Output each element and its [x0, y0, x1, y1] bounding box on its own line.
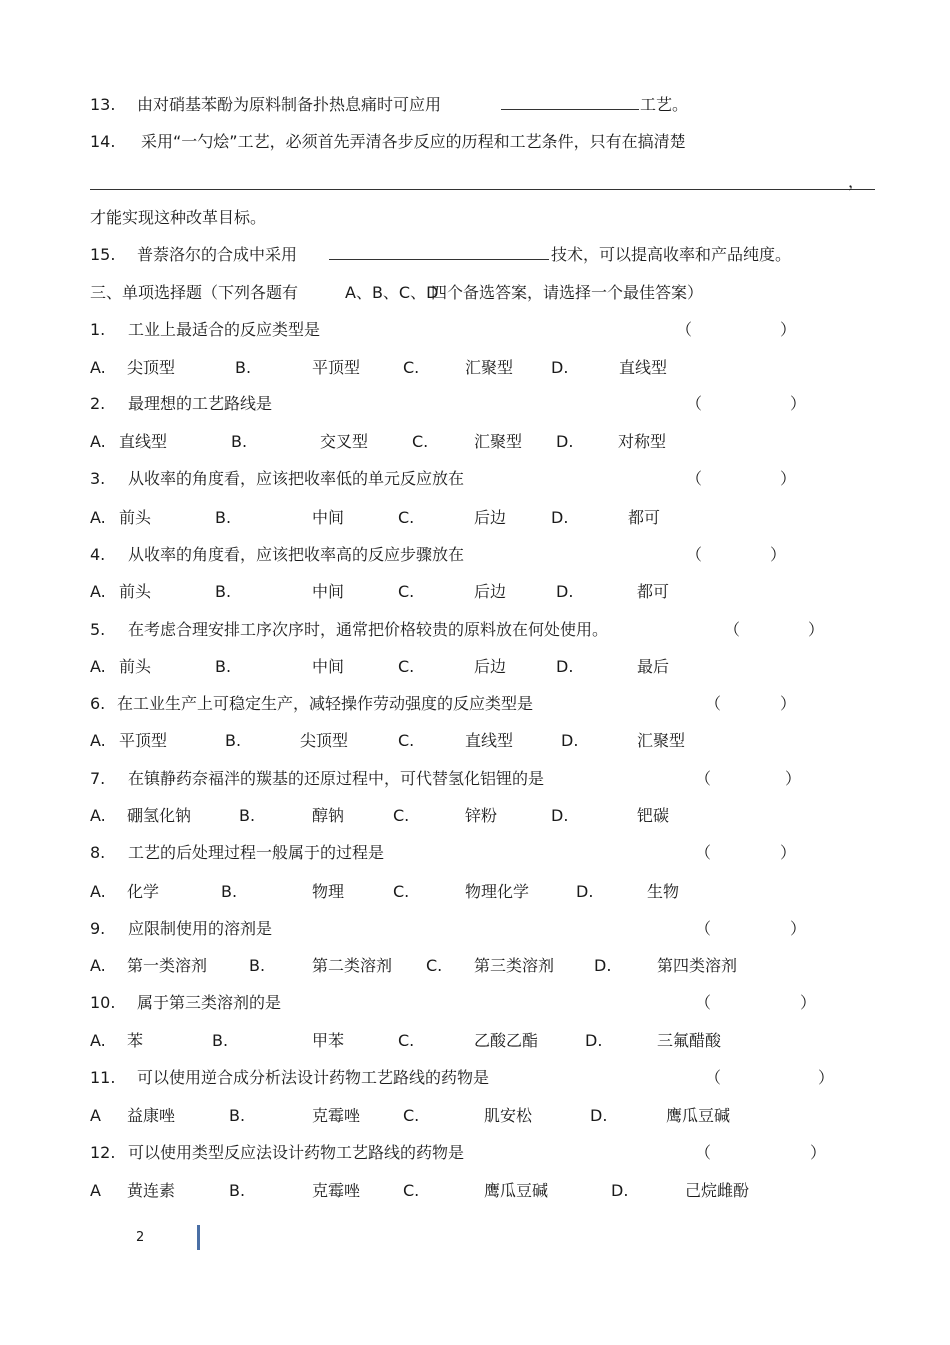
- answer-paren-open: （: [686, 545, 703, 564]
- option-label: C.: [398, 582, 415, 601]
- question-suffix: 技术，可以提高收率和产品纯度。: [551, 245, 792, 264]
- option-text: 前头: [119, 657, 152, 676]
- option-label: C.: [398, 657, 415, 676]
- option-text: 汇聚型: [637, 731, 686, 750]
- option-label: A.: [90, 882, 106, 901]
- question-number: 10.: [90, 993, 116, 1012]
- answer-paren-close: ）: [785, 769, 802, 788]
- question-number: 1.: [90, 320, 106, 339]
- question-number: 3.: [90, 469, 106, 488]
- section-title-end: 四个备选答案，请选择一个最佳答案）: [431, 283, 704, 302]
- option-label: B.: [231, 432, 248, 451]
- question-number: 6.: [90, 694, 106, 713]
- option-label: D.: [611, 1181, 629, 1200]
- question-number: 12.: [90, 1143, 116, 1162]
- option-text: 直线型: [465, 731, 514, 750]
- answer-paren-close: ）: [780, 694, 797, 713]
- option-label: C.: [393, 806, 410, 825]
- option-label: B.: [221, 882, 238, 901]
- option-label: A.: [90, 731, 106, 750]
- option-text: 第二类溶剂: [312, 956, 393, 975]
- question-text: 在镇静药奈福泮的羰基的还原过程中，可代替氢化铝锂的是: [128, 769, 545, 788]
- option-text: 第一类溶剂: [127, 956, 208, 975]
- option-label: C.: [393, 882, 410, 901]
- option-text: 平顶型: [119, 731, 168, 750]
- answer-paren-open: （: [676, 320, 693, 339]
- answer-paren-open: （: [705, 694, 722, 713]
- option-text: 前头: [119, 508, 152, 527]
- option-label: A: [90, 1181, 101, 1200]
- option-label: D.: [590, 1106, 608, 1125]
- question-number: 5.: [90, 620, 106, 639]
- option-label: B.: [215, 657, 232, 676]
- option-label: B.: [249, 956, 266, 975]
- answer-paren-close: ）: [780, 469, 797, 488]
- question-text: 属于第三类溶剂的是: [137, 993, 282, 1012]
- option-label: C.: [403, 358, 420, 377]
- option-text: 后边: [474, 508, 507, 527]
- option-text: 第四类溶剂: [657, 956, 738, 975]
- option-text: 甲苯: [312, 1031, 345, 1050]
- option-text: 平顶型: [312, 358, 361, 377]
- option-label: D.: [551, 508, 569, 527]
- option-label: D.: [594, 956, 612, 975]
- option-label: D.: [585, 1031, 603, 1050]
- option-label: B.: [215, 582, 232, 601]
- option-text: 锌粉: [465, 806, 498, 825]
- option-text: 醇钠: [312, 806, 345, 825]
- question-text: 在工业生产上可稳定生产，减轻操作劳动强度的反应类型是: [117, 694, 534, 713]
- option-text: 克霉唑: [312, 1106, 361, 1125]
- option-text: 己烷雌酚: [685, 1181, 750, 1200]
- option-label: D.: [561, 731, 579, 750]
- option-label: A.: [90, 508, 106, 527]
- option-label: B.: [235, 358, 252, 377]
- question-text: 可以使用逆合成分析法设计药物工艺路线的药物是: [137, 1068, 490, 1087]
- option-text: 益康唑: [127, 1106, 176, 1125]
- answer-paren-open: （: [695, 769, 712, 788]
- answer-paren-open: （: [686, 394, 703, 413]
- question-text: 从收率的角度看，应该把收率高的反应步骤放在: [128, 545, 465, 564]
- answer-paren-close: ）: [800, 993, 817, 1012]
- option-text: 中间: [312, 508, 345, 527]
- answer-paren-open: （: [705, 1068, 722, 1087]
- answer-blank: [501, 93, 639, 117]
- option-label: D.: [551, 806, 569, 825]
- question-number: 13.: [90, 95, 116, 114]
- page-number: 2: [136, 1230, 145, 1245]
- option-label: A: [90, 1106, 101, 1125]
- option-text: 苯: [127, 1031, 144, 1050]
- answer-paren-open: （: [695, 919, 712, 938]
- section-options-list: A、B、C、D: [345, 283, 439, 302]
- question-number: 11.: [90, 1068, 116, 1087]
- option-text: 黄连素: [127, 1181, 176, 1200]
- answer-paren-close: ）: [808, 620, 825, 639]
- question-number: 4.: [90, 545, 106, 564]
- option-text: 化学: [127, 882, 160, 901]
- option-label: B.: [229, 1106, 246, 1125]
- question-text: 普萘洛尔的合成中采用: [137, 245, 298, 264]
- question-suffix: 工艺。: [640, 95, 689, 114]
- option-text: 交叉型: [320, 432, 369, 451]
- answer-paren-open: （: [695, 993, 712, 1012]
- option-text: 都可: [628, 508, 661, 527]
- option-text: 第三类溶剂: [474, 956, 555, 975]
- option-label: D.: [576, 882, 594, 901]
- option-text: 生物: [647, 882, 680, 901]
- option-label: D.: [556, 657, 574, 676]
- line-end-comma: ，: [848, 172, 865, 191]
- option-text: 尖顶型: [300, 731, 349, 750]
- option-label: A.: [90, 358, 106, 377]
- option-label: D.: [551, 358, 569, 377]
- option-label: D.: [556, 582, 574, 601]
- option-label: A.: [90, 1031, 106, 1050]
- option-text: 物理化学: [465, 882, 530, 901]
- question-text: 从收率的角度看，应该把收率低的单元反应放在: [128, 469, 465, 488]
- option-label: A.: [90, 956, 106, 975]
- option-label: A.: [90, 582, 106, 601]
- answer-paren-close: ）: [780, 320, 797, 339]
- option-text: 硼氢化钠: [127, 806, 192, 825]
- question-text: 在考虑合理安排工序次序时，通常把价格较贵的原料放在何处使用。: [128, 620, 609, 639]
- option-label: C.: [412, 432, 429, 451]
- section-title: 三、单项选择题（下列各题有: [90, 283, 299, 302]
- answer-paren-close: ）: [790, 919, 807, 938]
- option-label: A.: [90, 657, 106, 676]
- option-text: 乙酸乙酯: [474, 1031, 539, 1050]
- option-text: 最后: [637, 657, 670, 676]
- option-label: C.: [398, 1031, 415, 1050]
- option-label: A.: [90, 806, 106, 825]
- question-text: 工业上最适合的反应类型是: [128, 320, 321, 339]
- answer-paren-open: （: [686, 469, 703, 488]
- question-text: 应限制使用的溶剂是: [128, 919, 273, 938]
- option-text: 后边: [474, 582, 507, 601]
- option-text: 钯碳: [637, 806, 670, 825]
- option-label: B.: [215, 508, 232, 527]
- option-text: 三氟醋酸: [657, 1031, 722, 1050]
- question-continuation: 才能实现这种改革目标。: [90, 208, 267, 227]
- option-label: C.: [403, 1106, 420, 1125]
- answer-paren-open: （: [724, 620, 741, 639]
- option-text: 后边: [474, 657, 507, 676]
- question-text: 由对硝基苯酚为原料制备扑热息痛时可应用: [137, 95, 442, 114]
- question-number: 9.: [90, 919, 106, 938]
- answer-paren-close: ）: [818, 1068, 835, 1087]
- option-label: C.: [398, 731, 415, 750]
- answer-paren-close: ）: [790, 394, 807, 413]
- option-text: 物理: [312, 882, 345, 901]
- question-number: 15.: [90, 245, 116, 264]
- option-text: 鹰瓜豆碱: [484, 1181, 549, 1200]
- answer-paren-open: （: [695, 843, 712, 862]
- question-text: 可以使用类型反应法设计药物工艺路线的药物是: [128, 1143, 465, 1162]
- option-text: 尖顶型: [127, 358, 176, 377]
- question-number: 2.: [90, 394, 106, 413]
- answer-paren-close: ）: [780, 843, 797, 862]
- question-text: 工艺的后处理过程一般属于的过程是: [128, 843, 385, 862]
- option-label: C.: [426, 956, 443, 975]
- option-text: 肌安松: [484, 1106, 533, 1125]
- option-label: A.: [90, 432, 106, 451]
- option-text: 鹰瓜豆碱: [666, 1106, 731, 1125]
- option-text: 直线型: [119, 432, 168, 451]
- option-text: 中间: [312, 657, 345, 676]
- option-text: 中间: [312, 582, 345, 601]
- answer-paren-close: ）: [770, 545, 787, 564]
- option-label: C.: [403, 1181, 420, 1200]
- answer-blank-line: [90, 189, 875, 190]
- page-number-bar: [197, 1225, 200, 1250]
- option-text: 汇聚型: [474, 432, 523, 451]
- option-text: 汇聚型: [465, 358, 514, 377]
- option-text: 直线型: [619, 358, 668, 377]
- option-label: B.: [225, 731, 242, 750]
- option-text: 前头: [119, 582, 152, 601]
- option-text: 都可: [637, 582, 670, 601]
- question-number: 7.: [90, 769, 106, 788]
- option-label: B.: [212, 1031, 229, 1050]
- answer-paren-open: （: [695, 1143, 712, 1162]
- option-label: D.: [556, 432, 574, 451]
- answer-paren-close: ）: [810, 1143, 827, 1162]
- option-label: C.: [398, 508, 415, 527]
- option-label: B.: [239, 806, 256, 825]
- question-number: 8.: [90, 843, 106, 862]
- option-label: B.: [229, 1181, 246, 1200]
- option-text: 克霉唑: [312, 1181, 361, 1200]
- question-number: 14.: [90, 132, 116, 151]
- answer-blank: [329, 243, 549, 267]
- option-text: 对称型: [618, 432, 667, 451]
- question-text: 最理想的工艺路线是: [128, 394, 273, 413]
- question-text: 采用“一勺烩”工艺，必须首先弄清各步反应的历程和工艺条件，只有在搞清楚: [141, 132, 686, 151]
